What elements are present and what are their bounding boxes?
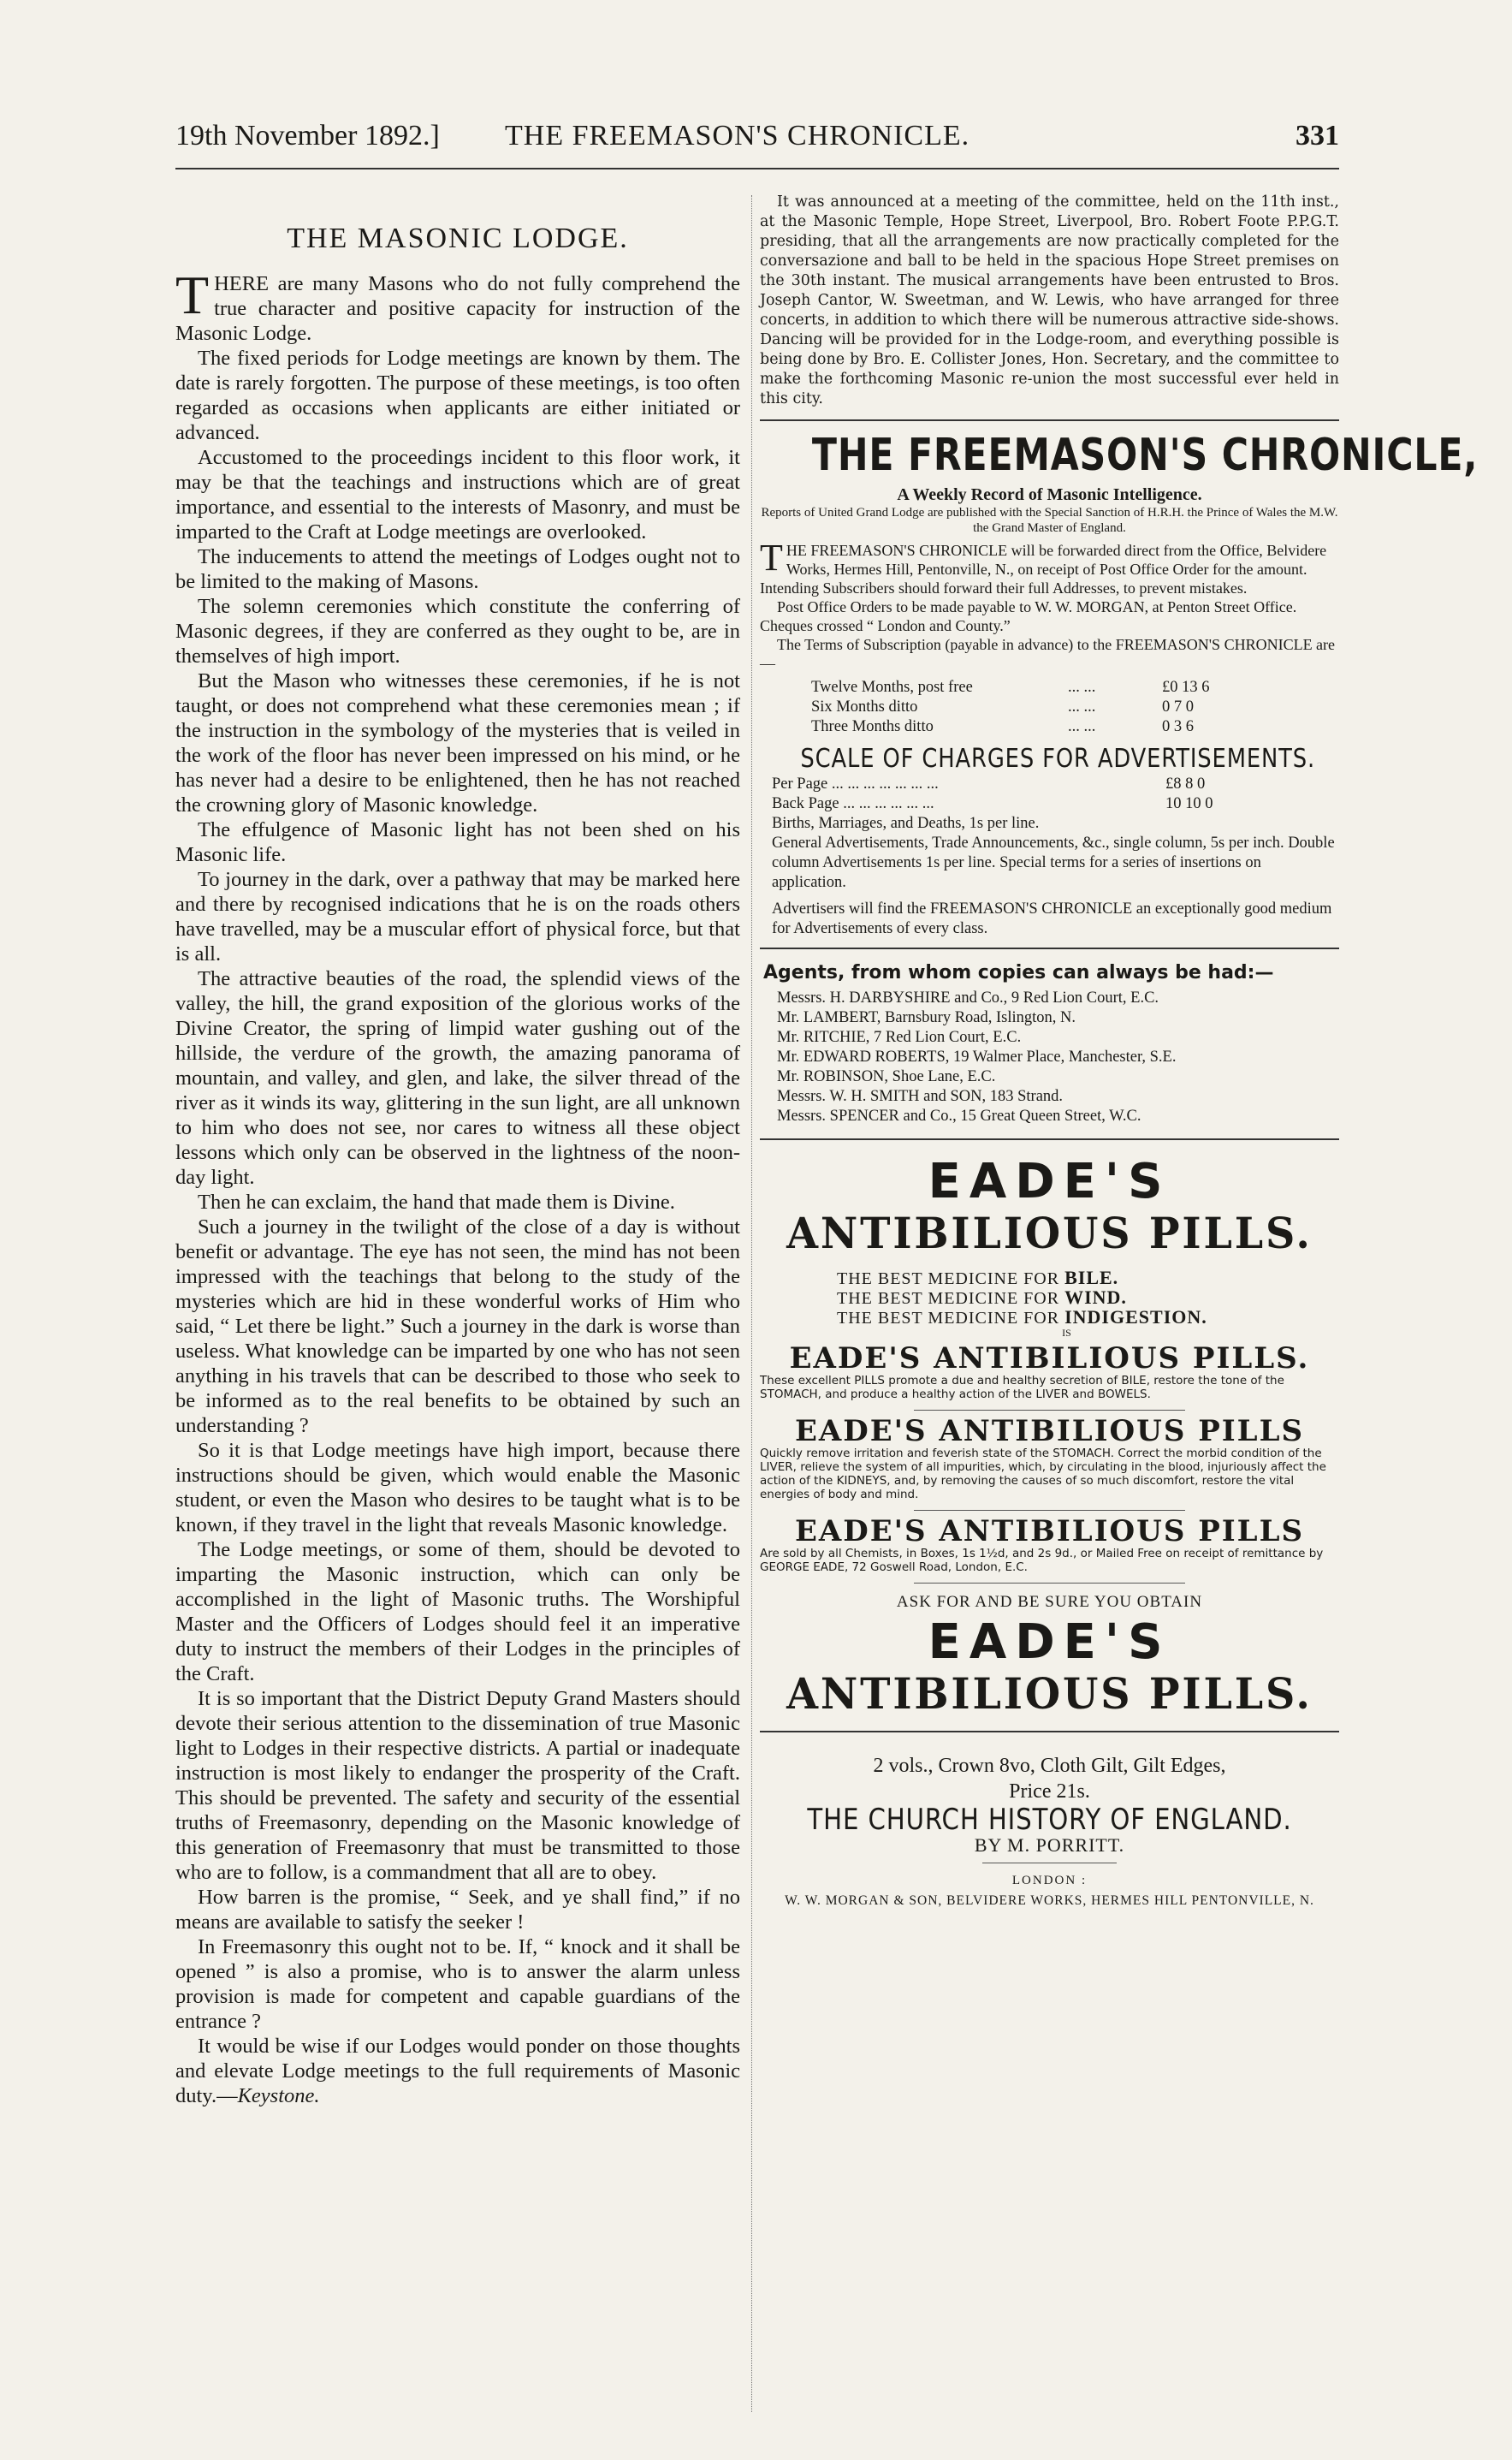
article-title: THE MASONIC LODGE. — [287, 223, 629, 254]
article-paragraph: So it is that Lodge meetings have high import, because there instructions should be given, which would enable the Masonic student, or even the Mason who desires to be taught what is to be known, if they travel in the light that reveals Masonic knowledge. — [175, 1439, 740, 1536]
article-last-paragraph: It would be wise if our Lodges would ponder on those thoughts and elevate Lodge meetings to the full requirements of Masonic duty.—Keystone. — [175, 2035, 740, 2107]
agent-entry: Mr. EDWARD ROBERTS, 19 Walmer Place, Manchester, S.E. — [777, 1049, 1177, 1066]
agent-entry: Mr. RITCHIE, 7 Red Lion Court, E.C. — [777, 1029, 1022, 1046]
article-first-paragraph: THERE are many Masons who do not fully comprehend the true character and positive capacity for instruction of the Masonic Lodge. — [175, 264, 740, 345]
dropcap: T — [175, 264, 210, 325]
divider — [914, 1410, 1185, 1411]
article-paragraph: The fixed periods for Lodge meetings are known by them. The date is rarely forgotten. The purpose of these meetings, is too often regarded as occasions when applicants are either initiated or advanced. — [175, 347, 740, 444]
sanction-notice: Reports of United Grand Lodge are published with the Special Sanction of H.R.H. the Prince of Wales the M.W. the Grand Master of England. — [761, 506, 1338, 535]
book-format: 2 vols., Crown 8vo, Cloth Gilt, Gilt Edges, — [873, 1755, 1226, 1777]
ad-block-title: EADE'S ANTIBILIOUS PILLS. — [789, 1341, 1310, 1376]
ad-block-title: EADE'S ANTIBILIOUS PILLS — [794, 1414, 1305, 1448]
antibilious-heading: ANTIBILIOUS PILLS. — [786, 1208, 1313, 1258]
article-paragraph: The Lodge meetings, or some of them, should be devoted to imparting the Masonic instruction, which can only be accomplished in the light of Masonic truths. The Worshipful Master and the Officers of Lodges should feel it an imperative duty to instruct the members of their Lodges in the principles of the Craft. — [175, 1538, 740, 1685]
ask-line: ASK FOR AND BE SURE YOU OBTAIN — [896, 1593, 1203, 1611]
medicine-lines — [760, 1269, 1339, 1328]
book-author: BY M. PORRITT. — [974, 1834, 1125, 1856]
ad-block-text: Are sold by all Chemists, in Boxes, 1s 1½d, and 2s 9d., or Mailed Free on receipt of remittance by GEORGE EADE, 72 Goswell Road, London, E.C. — [760, 1547, 1324, 1574]
rate-table — [760, 775, 1339, 814]
liverpool-notice: It was announced at a meeting of the committee, held on the 11th inst., at the Masonic Temple, Hope Street, Liverpool, Bro. Robert Foote P.P.G.T. presiding, that all the arrangements are now practically completed for the conversazione and ball to be held in the spacious Hope Street premises on the 30th instant. The musical arrangements have been entrusted to Bros. Joseph Cantor, W. Sweetman, and W. Lewis, who have arranged for three concerts, in addition to which there will be numerous attractive side-shows. Dancing will be provided for in the Lodge-room, and everything possible is being done by Bro. E. Collister Jones, Hon. Secretary, and the committee to make the forthcoming Masonic re-union the most successful ever held in this city. — [760, 193, 1339, 407]
advertisement-scale-heading: SCALE OF CHARGES FOR ADVERTISEMENTS. — [800, 744, 1316, 774]
ad-block-text: These excellent PILLS promote a due and healthy secretion of BILE, restore the tone of the STOMACH, and produce a healthy action of the LIVER and BOWELS. — [760, 1374, 1284, 1401]
article-paragraph: Such a journey in the twilight of the close of a day is without benefit or advantage. The eye has not seen, the mind has not been impressed with the teachings that belong to the study of the mysteries which are hid in these wonderful works of Him who said, “ Let there be light.” Such a journey in the dark is worse than useless. What knowledge can be imparted by one who has not seen anything in his travels that can be described to those who seek to be informed as to the real benefits to be obtained by such an understanding ? — [175, 1215, 740, 1437]
signature: Keystone. — [237, 2084, 320, 2107]
page-number: 331 — [1296, 120, 1339, 152]
ad-block-title: EADE'S ANTIBILIOUS PILLS — [794, 1514, 1305, 1548]
article-paragraph: To journey in the dark, over a pathway that may be marked here and there by recognised indications that he is on the roads others have travelled, may be a muscular effort of physical force, but that is all. — [175, 868, 740, 966]
imprint-city: LONDON : — [1011, 1874, 1088, 1887]
right-column — [760, 193, 1479, 1911]
running-title: THE FREEMASON'S CHRONICLE. — [505, 120, 970, 152]
divider — [760, 419, 1339, 421]
medicine-line: THE BEST MEDICINE FOR INDIGESTION. — [837, 1306, 1207, 1328]
article-paragraph: In Freemasonry this ought not to be. If, “ knock and it shall be opened ” is also a promise, who is to answer the alarm unless provision is made for competent and capable guardians of the entrance ? — [175, 1935, 740, 2033]
article-paragraph: The effulgence of Masonic light has not been shed on his Masonic life. — [175, 818, 740, 866]
masthead: THE FREEMASON'S CHRONICLE, — [811, 430, 1479, 481]
forwarding-notice: THE FREEMASON'S CHRONICLE will be forwarded direct from the Office, Belvidere Works, Hermes Hill, Pentonville, N., on receipt of Post Office Order for the amount. Intending Subscribers should forward their full Addresses, to prevent mistakes. — [760, 537, 1327, 597]
eades-heading: EADE'S — [928, 1154, 1171, 1209]
post-office-notice: Post Office Orders to be made payable to W. W. MORGAN, at Penton Street Office. Cheques crossed “ London and County.” — [760, 598, 1297, 634]
agent-entry: Messrs. SPENCER and Co., 15 Great Queen Street, W.C. — [777, 1108, 1141, 1125]
imprint-line: W. W. MORGAN & SON, BELVIDERE WORKS, HERMES HILL PENTONVILLE, N. — [785, 1893, 1314, 1908]
births-rate: Births, Marriages, and Deaths, 1s per line. — [772, 815, 1040, 832]
antibilious-heading: ANTIBILIOUS PILLS. — [786, 1668, 1313, 1719]
book-price: Price 21s. — [1009, 1780, 1090, 1803]
rate-row: Per Page ... ... ... ... ... ... ... £8 8 0 — [772, 775, 1206, 793]
rate-row: Back Page ... ... ... ... ... ... 10 10 0 — [772, 795, 1213, 812]
general-rate: General Advertisements, Trade Announcements, &c., single column, 5s per inch. Double column Advertisements 1s per line. Special terms for a series of insertions on application. — [772, 835, 1335, 891]
is-word: IS — [1062, 1327, 1071, 1339]
subscription-row: Twelve Months, post free ... ... £0 13 6 — [811, 679, 1210, 696]
agent-entry: Messrs. H. DARBYSHIRE and Co., 9 Red Lion Court, E.C. — [777, 989, 1159, 1007]
masonic-lodge-article — [175, 197, 740, 2108]
medicine-line: THE BEST MEDICINE FOR BILE. — [837, 1267, 1119, 1288]
dropcap: T — [760, 537, 783, 579]
page-header — [175, 120, 1339, 166]
header-rule — [175, 168, 1339, 169]
article-paragraph: The inducements to attend the meetings of Lodges ought not to be limited to the making of Masons. — [175, 545, 740, 593]
ad-block-text: Quickly remove irritation and feverish state of the STOMACH. Correct the morbid condition of the LIVER, relieve the system of all impurities, which, by circulating in the blood, injuriously affect the action of the KIDNEYS, and, by removing the causes of so much discomfort, restore the vital energies of body and mind. — [760, 1447, 1326, 1501]
agent-entry: Mr. ROBINSON, Shoe Lane, E.C. — [777, 1068, 996, 1085]
article-paragraph: It is so important that the District Deputy Grand Masters should devote their serious attention to the dissemination of true Masonic light to Lodges in their respective districts. A partial or inadequate instruction is most likely to endanger the prosperity of the Craft. This should be prevented. The safety and security of the essential truths of Freemasonry, depending on the Masonic knowledge of this generation of Freemasonry that must be transmitted to those who are to follow, is a commandment that all are to obey. — [175, 1687, 740, 1884]
article-paragraph: How barren is the promise, “ Seek, and ye shall find,” if no means are available to satisfy the seeker ! — [175, 1886, 740, 1934]
article-paragraph: The solemn ceremonies which constitute the conferring of Masonic degrees, if they are conferred as they ought to be, are in themselves of high import. — [175, 595, 740, 668]
divider — [914, 1510, 1185, 1511]
divider — [914, 1583, 1185, 1584]
medicine-line: THE BEST MEDICINE FOR WIND. — [837, 1286, 1127, 1308]
subscription-terms: The Terms of Subscription (payable in advance) to the FREEMASON'S CHRONICLE are— — [760, 636, 1336, 672]
eades-heading: EADE'S — [928, 1614, 1171, 1670]
divider — [760, 948, 1339, 949]
column-divider — [751, 195, 752, 2412]
agents-heading: Agents, from whom copies can always be had:— — [763, 962, 1274, 983]
subscription-row: Six Months ditto ... ... 0 7 0 — [811, 698, 1194, 716]
article-paragraph: Then he can exclaim, the hand that made them is Divine. — [198, 1191, 675, 1214]
article-paragraph: Accustomed to the proceedings incident to this floor work, it may be that the teachings and instructions which are of great importance, and essential to the interests of Masonry, and must be imparted to the Craft at Lodge meetings are overlooked. — [175, 446, 740, 544]
issue-date: 19th November 1892.] — [175, 120, 440, 152]
agent-entry: Messrs. W. H. SMITH and SON, 183 Strand. — [777, 1088, 1064, 1105]
article-paragraph: The attractive beauties of the road, the splendid views of the valley, the hill, the grand exposition of the glorious works of the Divine Creator, the spring of limpid water gushing out of the hillside, the verdure of the growth, the amazing panorama of mountain, and valley, and glen, and lake, the silver thread of the river as it winds its way, glittering in the sun light, are all unknown to him who does not see, nor cares to witness all these object lessons which only can be observed in the lightness of the noon-day light. — [175, 967, 740, 1189]
divider — [760, 1731, 1339, 1732]
book-title: THE CHURCH HISTORY OF ENGLAND. — [807, 1803, 1292, 1837]
agent-entry: Mr. LAMBERT, Barnsbury Road, Islington, N. — [777, 1009, 1076, 1026]
divider — [760, 1138, 1339, 1140]
subscription-table — [811, 678, 1339, 737]
article-paragraph: But the Mason who witnesses these ceremonies, if he is not taught, or does not comprehend what these ceremonies mean ; if the instruction in the symbology of the mysteries that is veiled in the work of the floor has never been impressed on his mind, or he has never had a desire to be enlightened, then he has not reached the crowning glory of Masonic knowledge. — [175, 669, 740, 817]
tagline: A Weekly Record of Masonic Intelligence. — [897, 485, 1202, 504]
subscription-row: Three Months ditto ... ... 0 3 6 — [811, 718, 1194, 735]
advertisers-note: Advertisers will find the FREEMASON'S CHRONICLE an exceptionally good medium for Advertisements of every class. — [772, 900, 1332, 937]
